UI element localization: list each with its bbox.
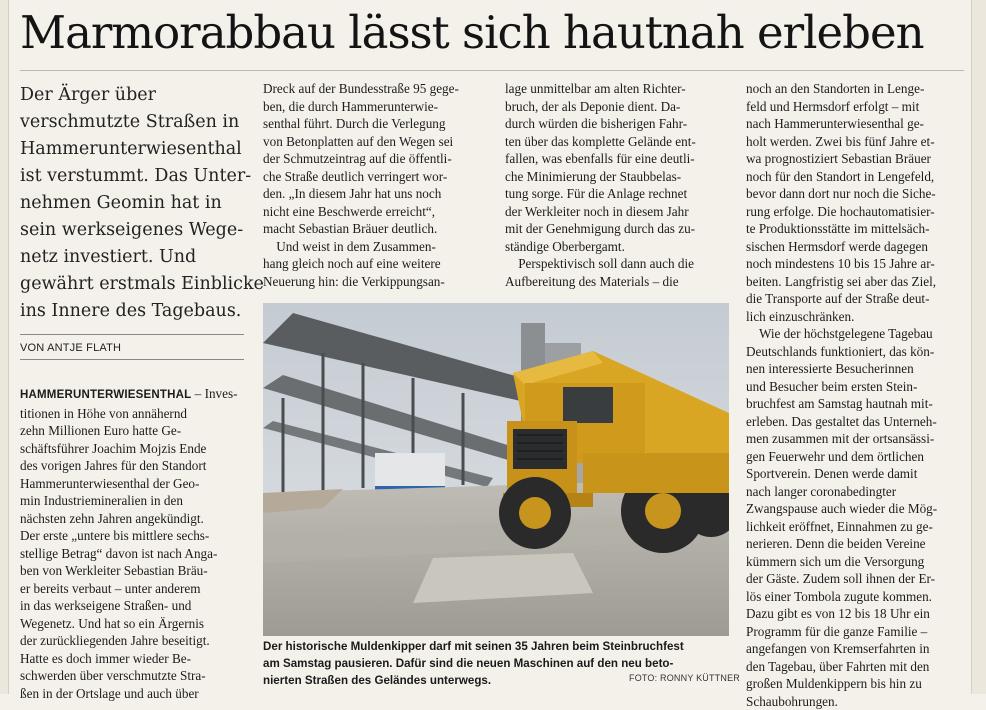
column-line — [20, 385, 246, 405]
column-line: Perspektivisch soll dann auch die — [505, 255, 729, 273]
column-line: noch für den Standort in Lengefeld, — [746, 168, 972, 186]
lead-line: netz investiert. Und — [20, 244, 252, 271]
column-line: min Industriemineralien in den — [20, 492, 246, 510]
column-line: Programm für die ganze Familie – — [746, 623, 972, 641]
column-line: lös einer Tombola zugute kommen. — [746, 588, 972, 606]
column-line: Zwangspause auch wieder die Mög- — [746, 500, 972, 518]
lead-line: Hammerunterwiesenthal — [20, 136, 252, 163]
column-line: titionen in Höhe von annähernd — [20, 405, 246, 423]
column-line: lage unmittelbar am alten Richter- — [505, 80, 729, 98]
column-line: den. „In diesem Jahr hat uns noch — [263, 185, 489, 203]
column-line: Hatte es doch immer wieder Be- — [20, 650, 246, 668]
column-line: des vorigen Jahres für den Standort — [20, 457, 246, 475]
lead-line: verschmutzte Straßen in — [20, 109, 252, 136]
column-line: bruch, der als Deponie dient. Da- — [505, 98, 729, 116]
dateline: HAMMERUNTERWIESENTHAL — [20, 389, 191, 401]
column-line: den Tagebau, über Fahrten mit den — [746, 658, 972, 676]
column-line: rung erfolge. Die hochautomatisier- — [746, 203, 972, 221]
column-line: bruchfest am Samstag hautnah mit- — [746, 395, 972, 413]
column-line: der Gäste. Zudem soll ihnen der Er- — [746, 570, 972, 588]
column-line: in das werkseigene Straßen- und — [20, 597, 246, 615]
column-line: von Betonplatten auf den Wegen sei — [263, 133, 489, 151]
column-line: Deutschlands funktioniert, das kön- — [746, 343, 972, 361]
column-line: macht Sebastian Bräuer deutlich. — [263, 220, 489, 238]
column-line: nen interessierte Besucherinnen — [746, 360, 972, 378]
headline-rule — [20, 70, 964, 71]
article-photo — [263, 303, 729, 636]
column-1 — [20, 385, 246, 702]
column-line: feld und Hermsdorf erfolgt – mit — [746, 98, 972, 116]
column-2 — [263, 80, 489, 290]
lead-line: nehmen Geomin hat in — [20, 190, 252, 217]
column-line: ständige Oberbergamt. — [505, 238, 729, 256]
lead-line: ins Innere des Tagebaus. — [20, 298, 252, 325]
caption-line: am Samstag pausieren. Dafür sind die neuen Maschinen auf den neu beto- — [263, 655, 729, 672]
column-line: holt werden. Zwei bis fünf Jahre et- — [746, 133, 972, 151]
column-line: nach Hammerunterwiesenthal ge- — [746, 115, 972, 133]
column-line: und Besucher beim ersten Stein- — [746, 378, 972, 396]
caption-line: nierten Straßen des Geländes unterwegs. — [263, 672, 729, 689]
column-line: Wegenetz. Und hat so ein Ärgernis — [20, 615, 246, 633]
dump-truck-photo — [263, 303, 729, 636]
column-line: schäftsführer Joachim Mojzis Ende — [20, 440, 246, 458]
column-line: senthal führt. Durch die Verlegung — [263, 115, 489, 133]
column-line: schwerden über verschmutzte Stra- — [20, 667, 246, 685]
lead-line: ist verstummt. Das Unter- — [20, 163, 252, 190]
column-line: großen Muldenkippern bis hin zu — [746, 675, 972, 693]
column-line: Und weist in dem Zusammen- — [263, 238, 489, 256]
column-line: hang gleich noch auf eine weitere — [263, 255, 489, 273]
column-line: angefangen von Kremserfahrten in — [746, 640, 972, 658]
column-line: nach langer coronabedingter — [746, 483, 972, 501]
column-3 — [505, 80, 729, 290]
column-line: der Schmutzeintrag auf die öffentli- — [263, 150, 489, 168]
column-line: Sportverein. Denen werde damit — [746, 465, 972, 483]
column-line: ben von Werkleiter Sebastian Bräu- — [20, 562, 246, 580]
column-line-rest: – Inves- — [191, 386, 237, 401]
column-line: ßen in der Ortslage und auch über — [20, 685, 246, 703]
column-line: Schaubohrungen. — [746, 693, 972, 710]
column-line: gen Feuerwehr und dem örtlichen — [746, 448, 972, 466]
column-line: stellige Betrag“ davon ist nach Anga- — [20, 545, 246, 563]
column-line: fallen, was ebenfalls für eine deutli- — [505, 150, 729, 168]
column-line: durch würden die bisherigen Fahr- — [505, 115, 729, 133]
column-line: Neuerung hin: die Verkippungsan- — [263, 273, 489, 291]
column-line: Wie der höchstgelegene Tagebau — [746, 325, 972, 343]
column-line: ben, die durch Hammerunterwie- — [263, 98, 489, 116]
column-line: men zusammen mit der ortsansässi- — [746, 430, 972, 448]
lead-line: sein werkseigenes Wege- — [20, 217, 252, 244]
column-4 — [746, 80, 972, 710]
column-line: nächsten zehn Jahren angekündigt. — [20, 510, 246, 528]
column-line: Der erste „untere bis mittlere sechs- — [20, 527, 246, 545]
column-line: kümmern sich um die Versorgung — [746, 553, 972, 571]
left-page-edge — [0, 0, 9, 694]
column-line: wa prognostiziert Sebastian Bräuer — [746, 150, 972, 168]
column-line: der Werkleiter noch in diesem Jahr — [505, 203, 729, 221]
caption-line: Der historische Muldenkipper darf mit seinen 35 Jahren beim Steinbruchfest — [263, 638, 729, 655]
column-line: lich einzuschränken. — [746, 308, 972, 326]
column-line: che Minimierung der Staubbelas- — [505, 168, 729, 186]
column-line: bevor dann dort nur noch die Siche- — [746, 185, 972, 203]
column-line: erleben. Das gestaltet das Unterneh- — [746, 413, 972, 431]
column-line: Dreck auf der Bundesstraße 95 gege- — [263, 80, 489, 98]
byline: VON ANTJE FLATH — [20, 334, 244, 360]
column-line: nerieren. Denn die beiden Vereine — [746, 535, 972, 553]
column-line: tung sorge. Für die Anlage rechnet — [505, 185, 729, 203]
column-line: beiten. Langfristig sei aber das Ziel, — [746, 273, 972, 291]
lead-line: gewährt erstmals Einblicke — [20, 271, 252, 298]
column-line: Hammerunterwiesenthal der Geo- — [20, 475, 246, 493]
column-line: te Produktionsstätte im mittelsäch- — [746, 220, 972, 238]
column-line: der zurückliegenden Jahre beseitigt. — [20, 632, 246, 650]
lead-paragraph — [20, 82, 252, 325]
photo-credit: FOTO: RONNY KÜTTNER — [629, 673, 740, 683]
headline: Marmorabbau lässt sich hautnah erleben — [20, 2, 964, 64]
column-line: Dazu gibt es von 12 bis 18 Uhr ein — [746, 605, 972, 623]
column-line: noch mindestens 10 bis 15 Jahre ar- — [746, 255, 972, 273]
column-line: zehn Millionen Euro hatte Ge- — [20, 422, 246, 440]
column-line: nicht eine Beschwerde erreicht“, — [263, 203, 489, 221]
column-line: Aufbereitung des Materials – die — [505, 273, 729, 291]
column-line: noch an den Standorten in Lenge- — [746, 80, 972, 98]
column-line: ten über das komplette Gelände ent- — [505, 133, 729, 151]
column-line: die Transporte auf der Straße deut- — [746, 290, 972, 308]
right-page-edge — [971, 0, 986, 694]
column-line: er bereits verbaut – unter anderem — [20, 580, 246, 598]
column-line: mit der Genehmigung durch das zu- — [505, 220, 729, 238]
column-line: sischen Hermsdorf werde dagegen — [746, 238, 972, 256]
column-line: che Straße deutlich verringert wor- — [263, 168, 489, 186]
column-line: lichkeit eröffnet, Einnahmen zu ge- — [746, 518, 972, 536]
lead-line: Der Ärger über — [20, 82, 252, 109]
